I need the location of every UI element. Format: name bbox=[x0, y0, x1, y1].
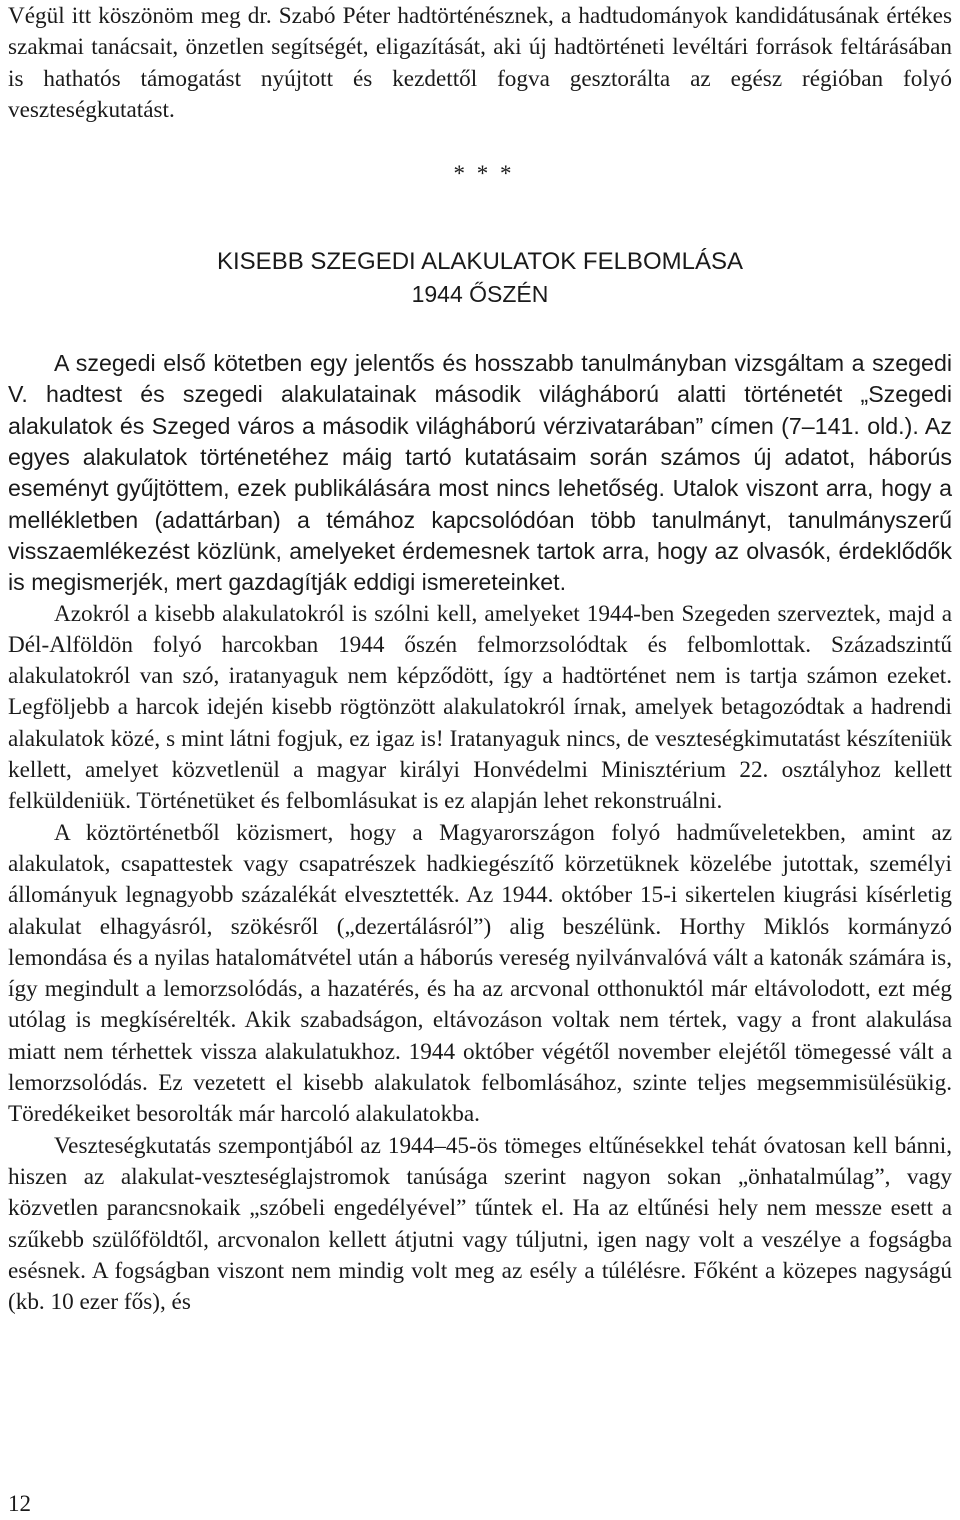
body-paragraph-1: A szegedi első kötetben egy jelentős és hosszabb tanulmányban vizsgáltam a szegedi V. hadtest és szegedi alakulatainak második világháború alatti történetét „Szegedi alakulatok és Szeged város a második világháború vérzivatarában” címen (7–141. old.). Az egyes alakulatok történetéhez máig tartó kutatásaim során számos új adatot, háborús eseményt gyűjtöttem, ezek publikálására most nincs lehetőség. Utalok viszont arra, hogy a mellékletben (adattárban) a témához kapcsolódóan több tanulmányt, tanulmányszerű visszaemlékezést közlünk, amelyeket érdemesnek tartok arra, hogy az olvasók, érdeklődők is megismerjék, mert gazdagítják eddigi ismereteinket. bbox=[8, 350, 952, 596]
body-paragraph-3: A köztörténetből közismert, hogy a Magyarországon folyó hadműveletekben, amint az alakulatok, csapattestek vagy csapatrészek hadkiegészítő körzetüknek közelébe jutottak, személyi állományuk legnagyobb százalékát elvesztették. Az 1944. október 15-i sikertelen kiugrási kísérletig alakulat elhagyásról, szökésről („dezertálásról”) alig beszélünk. Horthy Miklós kormányzó lemondása és a nyilas hatalomátvétel után a háborús vereség nyilvánvalóvá vált a katonák számára is, így megindult a lemorzsolódás, a hazatérés, és ha az arcvonal otthonuktól már eltávolodott, ezt még utólag is megkísérelték. Akik szabadságon, eltávozáson voltak nem tértek, vagy a front alakulása miatt nem térhettek vissza alakulatukhoz. 1944 október végétől november elejétől tömegessé vált a lemorzsolódás. Ez vezetett el kisebb alakulatok felbomlásához, szinte teljes megsemmisülésükig. Töredékeiket besorolták már harcoló alakulatokba. bbox=[8, 819, 952, 1128]
document-page bbox=[8, 0, 952, 1318]
section-title: KISEBB SZEGEDI ALAKULATOK FELBOMLÁSA bbox=[217, 248, 743, 276]
section-separator: * * * bbox=[453, 161, 515, 187]
intro-paragraph: Végül itt köszönöm meg dr. Szabó Péter hadtörténésznek, a hadtudományok kandidátusának értékes szakmai tanácsait, önzetlen segítségét, eligazítását, aki új hadtörténeti levéltári források feltárásában is hathatós támogatást nyújtott és kezdettől fogva gesztorálta az egész régióban folyó veszteségkutatást. bbox=[8, 3, 952, 123]
body-paragraph-2: Azokról a kisebb alakulatokról is szólni kell, amelyeket 1944-ben Szegeden szerveztek, majd a Dél-Alföldön folyó harcokban 1944 őszén felmorzsolódtak és felbomlottak. Századszintű alakulatokról van szó, iratanyaguk nem képződött, így a hadtörténet nem is tartja számon ezeket. Legföljebb a harcok idején kisebb rögtönzött alakulatokról írnak, amelyek betagozódtak a hadrendi alakulatok közé, s mint látni fogjuk, ez igaz is! Iratanyaguk nincs, de veszteségkimutatást készíteniük kellett, amelyet közvetlenül a magyar királyi Honvédelmi Minisztérium 22. osztályhoz kellett felküldeniük. Történetüket és felbomlásukat is ez alapján lehet rekonstruálni. bbox=[8, 600, 952, 815]
page-number: 12 bbox=[8, 1491, 31, 1516]
section-subtitle: 1944 ŐSZÉN bbox=[411, 281, 549, 308]
body-paragraph-4: Veszteségkutatás szempontjából az 1944–45-ös tömeges eltűnésekkel tehát óvatosan kell bánni, hiszen az alakulat-veszteséglajstromok tanúsága szerint nagyon sokan „önhatalmúlag”, vagy közvetlen parancsnokaik „szóbeli engedélyével” tűntek el. Ha az eltűnési hely nem messze esett a szűkebb szülőföldtől, arcvonalon kellett átjutni vagy túljutni, igen nagy volt a veszélye a fogságba esésnek. A fogságban viszont nem mindig volt meg az esély a túlélésre. Főként a közepes nagyságú (kb. 10 ezer fős), és bbox=[8, 1132, 952, 1316]
